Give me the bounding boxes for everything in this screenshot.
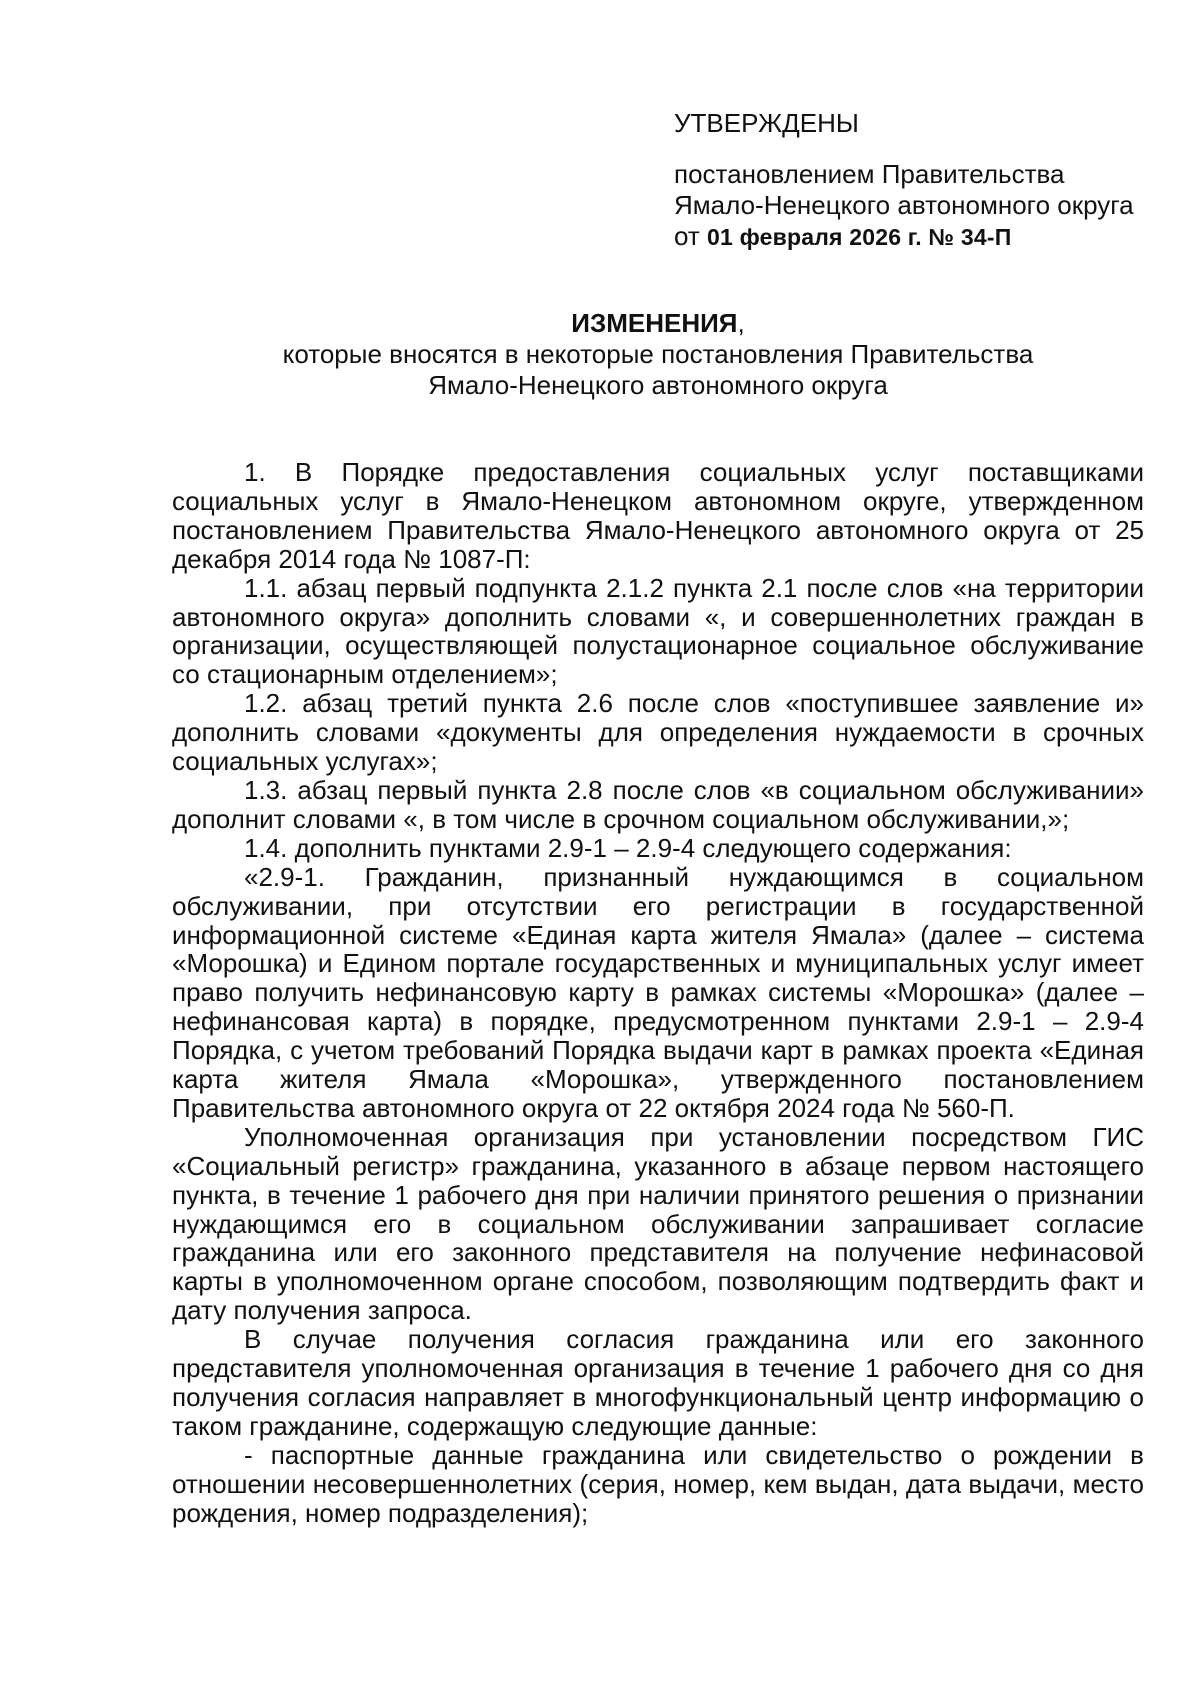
heading-title-line [172,308,1144,339]
approval-block [674,108,1174,253]
approval-date-prefix: от [674,221,708,251]
document-body [172,458,1144,1528]
document-subtitle-line-1: которые вносятся в некоторые постановления Правительства [282,339,1034,369]
approval-line-1: постановлением Правительства [674,159,1065,189]
paragraph-authorized-organization: Уполномоченная организация при установлении посредством ГИС «Социальный регистр» гражданина, указанного в абзаце первом настоящего пункта, в течение 1 рабочего дня при наличии принятого решения о признании нуждающимся его в социальном обслуживании запрашивает согласие гражданина или его законного представителя на получение нефинасовой карты в уполномоченном органе способом, позволяющим подтвердить факт и дату получения запроса. [172,1121,1144,1326]
paragraph-1-4: 1.4. дополнить пунктами 2.9-1 – 2.9-4 следующего содержания: [244,832,1012,863]
paragraph-1: 1. В Порядке предоставления социальных услуг поставщиками социальных услуг в Ямало-Ненецком автономном округе, утвержденном постановлением Правительства Ямало-Ненецкого автономного округа от 25 декабря 2014 года № 1087-П: [172,457,1144,574]
document-heading [172,308,1144,401]
approved-label: УТВЕРЖДЕНЫ [674,108,859,138]
paragraph-passport-data: - паспортные данные гражданина или свидетельство о рождении в отношении несовершеннолетних (серия, номер, кем выдан, дата выдачи, место рождения, номер подразделения); [172,1439,1144,1528]
paragraph-2-9-1: «2.9-1. Гражданин, признанный нуждающимся в социальном обслуживании, при отсутствии его регистрации в государственной информационной системе «Единая карта жителя Ямала» (далее – система «Морошка) и Едином портале государственных и муниципальных услуг имеет право получить нефинансовую карту в рамках системы «Морошка» (далее – нефинансовая карта) в порядке, предусмотренном пунктами 2.9-1 – 2.9-4 Порядка, с учетом требований Порядка выдачи карт в рамках проекта «Единая карта жителя Ямала «Морошка», утвержденного постановлением Правительства автономного округа от 22 октября 2024 года № 560-П. [172,861,1144,1123]
paragraph-1-1: 1.1. абзац первый подпункта 2.1.2 пункта 2.1 после слов «на территории автономного округа» дополнить словами «, и совершеннолетних граждан в организации, осуществляющей полустационарное социальное обслуживание со стационарным отделением»; [172,572,1144,690]
document-title-suffix: , [737,308,745,338]
approval-date-line [674,221,1174,253]
approval-line-2: Ямало-Ненецкого автономного округа [674,190,1134,220]
document-subtitle-line-2: Ямало-Ненецкого автономного округа [428,370,888,400]
decree-date-number: 01 февраля 2026 г. № 34-П [707,224,1012,250]
paragraph-1-2: 1.2. абзац третий пункта 2.6 после слов «поступившее заявление и» дополнить словами «документы для определения нуждаемости в срочных социальных услугах»; [172,688,1144,777]
paragraph-consent: В случае получения согласия гражданина или его законного представителя уполномоченная организация в течение 1 рабочего дня со дня получения согласия направляет в многофункциональный центр информацию о таком гражданине, содержащую следующие данные: [172,1324,1144,1441]
paragraph-1-3: 1.3. абзац первый пункта 2.8 после слов «в социальном обслуживании» дополнит словами «, в том числе в срочном социальном обслуживании,»; [172,774,1144,834]
document-title: ИЗМЕНЕНИЯ [571,308,738,338]
